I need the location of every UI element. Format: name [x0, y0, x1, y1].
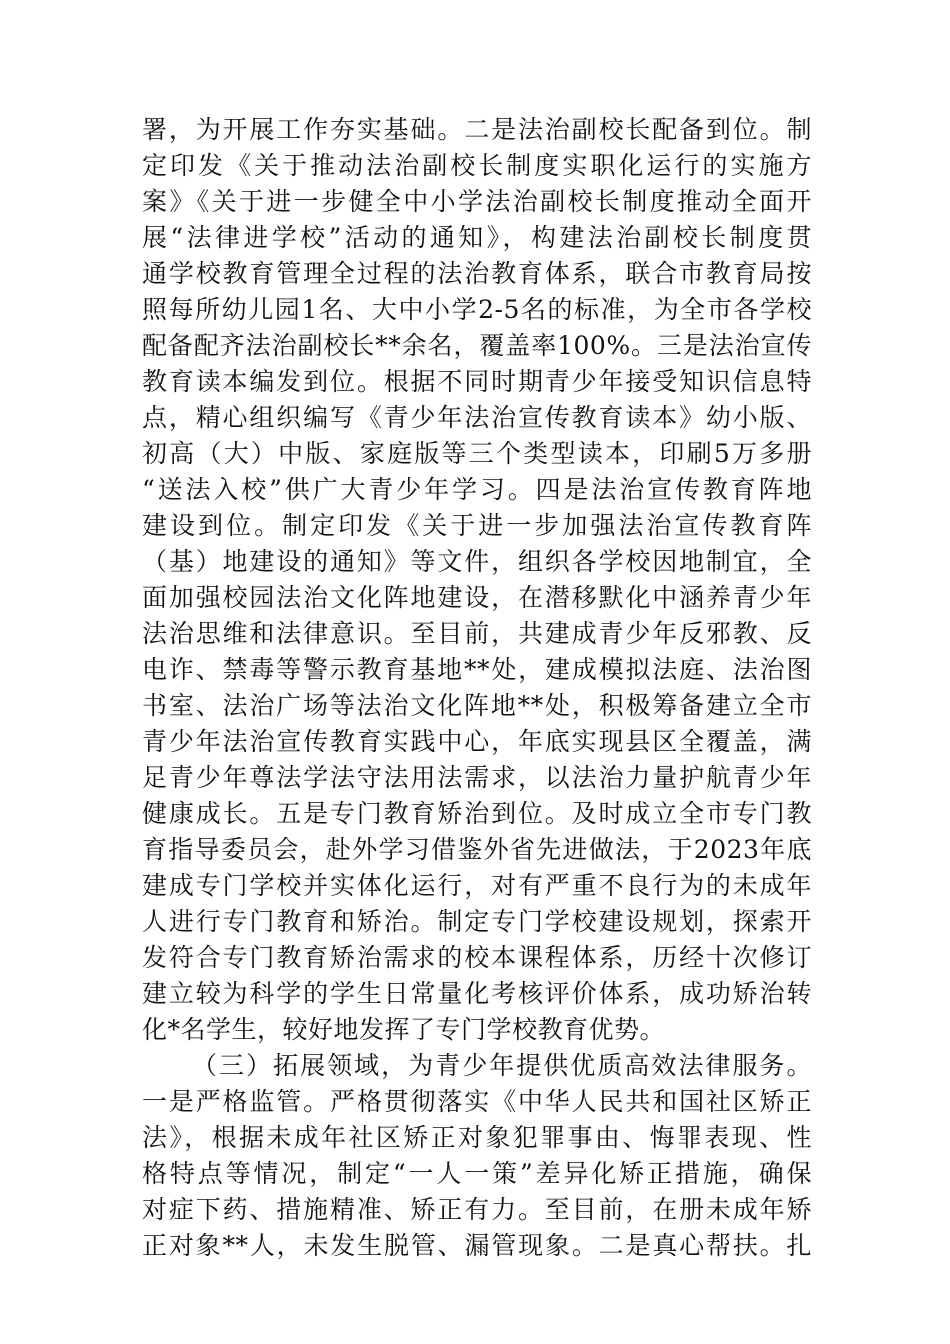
text-line: 配备配齐法治副校长**余名，覆盖率100%。三是法治宣传	[142, 331, 812, 360]
text-line: 正对象**人，未发生脱管、漏管现象。二是真心帮扶。扎	[142, 1231, 812, 1260]
text-line: 化*名学生，较好地发挥了专门学校教育优势。	[142, 1015, 666, 1044]
text-line: 青少年法治宣传教育实践中心，年底实现县区全覆盖，满	[142, 727, 812, 756]
text-line: 通学校教育管理全过程的法治教育体系，联合市教育局按	[142, 259, 812, 288]
text-line: 面加强校园法治文化阵地建设，在潜移默化中涵养青少年	[142, 583, 812, 612]
text-line: 定印发《关于推动法治副校长制度实职化运行的实施方	[142, 151, 812, 180]
text-line: 书室、法治广场等法治文化阵地**处，积极筹备建立全市	[142, 691, 812, 720]
text-line: “送法入校”供广大青少年学习。四是法治宣传教育阵地	[142, 475, 812, 504]
text-line: 健康成长。五是专门教育矫治到位。及时成立全市专门教	[142, 799, 812, 828]
text-line: 照每所幼儿园1名、大中小学2-5名的标准，为全市各学校	[142, 295, 812, 324]
text-line: 一是严格监管。严格贯彻落实《中华人民共和国社区矫正	[142, 1087, 812, 1116]
text-line: 法》，根据未成年社区矫正对象犯罪事由、悔罪表现、性	[142, 1123, 812, 1152]
text-line: 建成专门学校并实体化运行，对有严重不良行为的未成年	[142, 871, 812, 900]
text-line: 人进行专门教育和矫治。制定专门学校建设规划，探索开	[142, 907, 812, 936]
text-line: 展“法律进学校”活动的通知》，构建法治副校长制度贯	[142, 223, 812, 252]
text-line: 建立较为科学的学生日常量化考核评价体系，成功矫治转	[142, 979, 812, 1008]
text-line: 法治思维和法律意识。至目前，共建成青少年反邪教、反	[142, 619, 812, 648]
text-line: 教育读本编发到位。根据不同时期青少年接受知识信息特	[142, 367, 812, 396]
text-line: 发符合专门教育矫治需求的校本课程体系，历经十次修订	[142, 943, 812, 972]
document-page	[142, 112, 812, 1264]
section-heading: （三）拓展领域，为青少年提供优质高效法律服务。	[192, 1051, 812, 1080]
text-line: （基）地建设的通知》等文件，组织各学校因地制宜，全	[142, 547, 812, 576]
text-line: 育指导委员会，赴外学习借鉴外省先进做法，于2023年底	[142, 835, 812, 864]
text-line: 初高（大）中版、家庭版等三个类型读本，印刷5万多册	[142, 439, 812, 468]
text-line: 对症下药、措施精准、矫正有力。至目前，在册未成年矫	[142, 1195, 812, 1224]
text-line: 足青少年尊法学法守法用法需求，以法治力量护航青少年	[142, 763, 812, 792]
text-line: 格特点等情况，制定“一人一策”差异化矫正措施，确保	[142, 1159, 812, 1188]
text-line: 建设到位。制定印发《关于进一步加强法治宣传教育阵	[142, 511, 812, 540]
text-line: 案》《关于进一步健全中小学法治副校长制度推动全面开	[142, 187, 812, 216]
text-line: 电诈、禁毒等警示教育基地**处，建成模拟法庭、法治图	[142, 655, 812, 684]
text-line: 点，精心组织编写《青少年法治宣传教育读本》幼小版、	[142, 403, 812, 432]
text-line: 署，为开展工作夯实基础。二是法治副校长配备到位。制	[142, 115, 812, 144]
